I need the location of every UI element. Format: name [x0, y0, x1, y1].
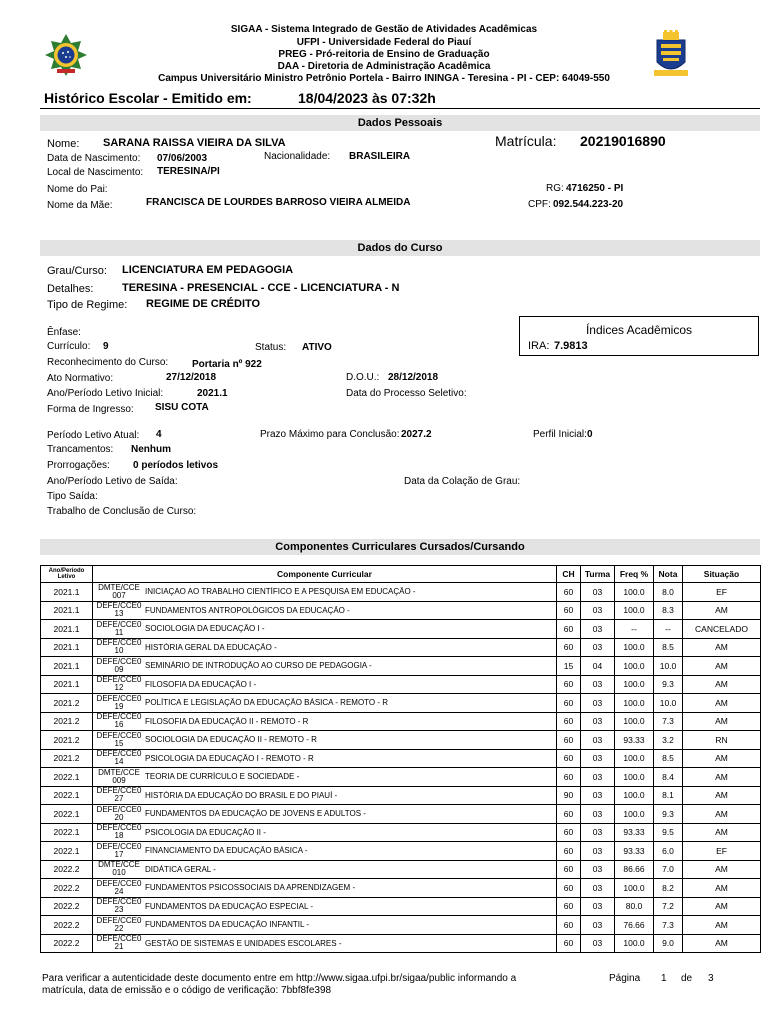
local-value: TERESINA/PI: [157, 166, 220, 177]
cell-freq: --: [615, 620, 654, 639]
cell-situacao: AM: [683, 805, 761, 824]
cell-componente: [93, 694, 557, 713]
cell-turma: 03: [581, 620, 615, 639]
cell-ch: 60: [557, 842, 581, 861]
table-row: [41, 620, 761, 639]
curriculo-value: 9: [103, 341, 109, 352]
cell-turma: 03: [581, 712, 615, 731]
pagina-label: Página: [609, 973, 641, 984]
pagina-total: 3: [708, 973, 714, 984]
component-code: DEFE/CCE0 20: [96, 805, 142, 822]
cell-nota: 9.3: [654, 805, 683, 824]
component-name: POLÍTICA E LEGISLAÇÃO DA EDUCAÇÃO BÁSICA - REMOTO - R: [145, 698, 389, 708]
detalhes-value: TERESINA - PRESENCIAL - CCE - LICENCIATURA - N: [122, 282, 400, 294]
cell-periodo: 2021.2: [41, 712, 93, 731]
cell-freq: 93.33: [615, 842, 654, 861]
cell-freq: 100.0: [615, 749, 654, 768]
cell-turma: 03: [581, 934, 615, 953]
regime-label: Tipo de Regime:: [47, 299, 128, 311]
cell-situacao: EF: [683, 583, 761, 602]
cell-situacao: AM: [683, 823, 761, 842]
component-name: PSICOLOGIA DA EDUCAÇÃO II -: [145, 827, 266, 837]
component-name: TEORIA DE CURRÍCULO E SOCIEDADE -: [145, 772, 300, 782]
cell-situacao: AM: [683, 934, 761, 953]
table-row: [41, 823, 761, 842]
component-name: FUNDAMENTOS PSICOSSOCIAIS DA APRENDIZAGEM -: [145, 883, 356, 893]
cell-ch: 60: [557, 712, 581, 731]
matricula-label: Matrícula:: [495, 133, 557, 149]
prorrogacoes-value: 0 períodos letivos: [133, 460, 219, 471]
cell-nota: 9.0: [654, 934, 683, 953]
ira-value: 7.9813: [554, 340, 588, 352]
cell-componente: [93, 786, 557, 805]
cell-componente: [93, 749, 557, 768]
cell-periodo: 2022.2: [41, 934, 93, 953]
cell-nota: 8.0: [654, 583, 683, 602]
table-row: [41, 749, 761, 768]
cell-periodo: 2021.2: [41, 694, 93, 713]
cell-freq: 100.0: [615, 638, 654, 657]
cell-ch: 60: [557, 805, 581, 824]
cell-componente: [93, 916, 557, 935]
cell-freq: 100.0: [615, 786, 654, 805]
table-header-row: [41, 566, 761, 583]
cell-freq: 76.66: [615, 916, 654, 935]
grau-label: Grau/Curso:: [47, 265, 107, 277]
cell-ch: 60: [557, 897, 581, 916]
cell-ch: 60: [557, 879, 581, 898]
cell-turma: 03: [581, 749, 615, 768]
cell-situacao: CANCELADO: [683, 620, 761, 639]
cell-ch: 60: [557, 638, 581, 657]
component-code: DEFE/CCE0 21: [96, 935, 142, 952]
component-name: FUNDAMENTOS DA EDUCAÇÃO DE JOVENS E ADULTOS -: [145, 809, 366, 819]
cell-nota: 10.0: [654, 657, 683, 676]
cell-ch: 60: [557, 768, 581, 787]
cpf-value: 092.544.223-20: [553, 199, 624, 210]
grau-value: LICENCIATURA EM PEDAGOGIA: [122, 264, 294, 276]
cell-nota: 7.2: [654, 897, 683, 916]
component-code: DEFE/CCE0 14: [96, 750, 142, 767]
cell-periodo: 2022.1: [41, 786, 93, 805]
col-componente: Componente Curricular: [93, 566, 557, 583]
component-code: DEFE/CCE0 22: [96, 916, 142, 933]
cell-componente: [93, 620, 557, 639]
nacionalidade-label: Nacionalidade:: [264, 151, 331, 162]
component-code: DEFE/CCE0 19: [96, 694, 142, 711]
cell-nota: 8.5: [654, 749, 683, 768]
cell-turma: 03: [581, 916, 615, 935]
tipo-saida-label: Tipo Saída:: [47, 491, 98, 502]
cell-nota: 9.5: [654, 823, 683, 842]
component-name: GESTÃO DE SISTEMAS E UNIDADES ESCOLARES -: [145, 938, 342, 948]
component-name: DIDÁTICA GERAL -: [145, 864, 216, 874]
cell-situacao: EF: [683, 842, 761, 861]
de-label: de: [681, 973, 693, 984]
header-daa: DAA - Diretoria de Administração Acadêmica: [277, 61, 491, 72]
cell-nota: 8.3: [654, 601, 683, 620]
cell-periodo: 2021.1: [41, 583, 93, 602]
table-row: [41, 694, 761, 713]
trancamentos-label: Trancamentos:: [47, 444, 114, 455]
ingresso-value: SISU COTA: [155, 402, 209, 413]
detalhes-label: Detalhes:: [47, 283, 94, 295]
cell-periodo: 2021.2: [41, 731, 93, 750]
cell-componente: [93, 842, 557, 861]
cell-situacao: AM: [683, 860, 761, 879]
periodo-inicial-value: 2021.1: [197, 388, 228, 399]
nome-label: Nome:: [47, 138, 80, 150]
cell-freq: 100.0: [615, 601, 654, 620]
col-periodo: Ano/Período Letivo: [41, 566, 93, 583]
cell-turma: 03: [581, 879, 615, 898]
component-name: HISTÓRIA DA EDUCAÇÃO DO BRASIL E DO PIAUÍ -: [145, 790, 338, 800]
cell-componente: [93, 657, 557, 676]
cell-freq: 100.0: [615, 657, 654, 676]
header-campus: Campus Universitário Ministro Petrônio Portela - Bairro ININGA - Teresina - PI - CEP: 64049-550: [158, 73, 610, 84]
enfase-label: Ênfase:: [47, 327, 81, 338]
reconhecimento-label: Reconhecimento do Curso:: [47, 357, 169, 368]
col-ch: CH: [557, 566, 581, 583]
cell-periodo: 2021.2: [41, 749, 93, 768]
cell-componente: [93, 897, 557, 916]
cell-ch: 60: [557, 583, 581, 602]
component-code: DMTE/CCE 009: [98, 768, 140, 785]
cell-periodo: 2022.1: [41, 768, 93, 787]
cell-freq: 100.0: [615, 675, 654, 694]
component-name: SEMINÁRIO DE INTRODUÇÃO AO CURSO DE PEDAGOGIA -: [145, 661, 372, 671]
cell-turma: 03: [581, 786, 615, 805]
cell-turma: 03: [581, 805, 615, 824]
indices-box: [519, 316, 759, 356]
cell-freq: 93.33: [615, 823, 654, 842]
component-code: DEFE/CCE0 27: [96, 787, 142, 804]
cell-periodo: 2022.2: [41, 916, 93, 935]
table-row: [41, 638, 761, 657]
cell-ch: 60: [557, 860, 581, 879]
table-row: [41, 768, 761, 787]
prazo-value: 2027.2: [401, 429, 432, 440]
status-value: ATIVO: [302, 342, 332, 353]
cell-periodo: 2021.1: [41, 638, 93, 657]
cell-turma: 03: [581, 768, 615, 787]
table-row: [41, 712, 761, 731]
cell-periodo: 2021.1: [41, 657, 93, 676]
component-code: DEFE/CCE0 15: [96, 731, 142, 748]
cell-componente: [93, 934, 557, 953]
cell-componente: [93, 879, 557, 898]
cell-periodo: 2022.2: [41, 879, 93, 898]
cell-periodo: 2022.1: [41, 842, 93, 861]
component-name: INICIAÇAO AO TRABALHO CIENTÍFICO E A PESQUISA EM EDUCAÇÃO -: [145, 587, 416, 597]
local-label: Local de Nascimento:: [47, 167, 144, 178]
cpf-label: CPF:: [528, 199, 551, 210]
rg-label: RG:: [546, 183, 564, 194]
colacao-label: Data da Colação de Grau:: [404, 476, 521, 487]
cell-situacao: AM: [683, 897, 761, 916]
cell-ch: 60: [557, 916, 581, 935]
curriculo-label: Currículo:: [47, 341, 91, 352]
section-dados-curso: Dados do Curso: [40, 240, 760, 256]
nascimento-value: 07/06/2003: [157, 153, 208, 164]
cell-turma: 04: [581, 657, 615, 676]
cell-componente: [93, 583, 557, 602]
cell-periodo: 2022.2: [41, 897, 93, 916]
component-code: DEFE/CCE0 16: [96, 713, 142, 730]
cell-nota: 7.3: [654, 916, 683, 935]
col-nota: Nota: [654, 566, 683, 583]
cell-situacao: RN: [683, 731, 761, 750]
cell-nota: 10.0: [654, 694, 683, 713]
matricula-value: 20219016890: [580, 133, 666, 149]
reconhecimento-value: Portaria nº 922: [192, 359, 262, 370]
ingresso-label: Forma de Ingresso:: [47, 404, 134, 415]
dou-value: 28/12/2018: [388, 372, 439, 383]
cell-componente: [93, 675, 557, 694]
cell-componente: [93, 823, 557, 842]
ato-label: Ato Normativo:: [47, 373, 114, 384]
tcc-label: Trabalho de Conclusão de Curso:: [47, 506, 197, 517]
cell-situacao: AM: [683, 712, 761, 731]
cell-situacao: AM: [683, 694, 761, 713]
periodo-atual-value: 4: [156, 429, 162, 440]
document-title: Histórico Escolar - Emitido em:: [44, 90, 252, 106]
cell-freq: 80.0: [615, 897, 654, 916]
cell-turma: 03: [581, 731, 615, 750]
ato-value: 27/12/2018: [166, 372, 217, 383]
cell-freq: 100.0: [615, 694, 654, 713]
component-code: DEFE/CCE0 17: [96, 842, 142, 859]
cell-nota: --: [654, 620, 683, 639]
cell-ch: 15: [557, 657, 581, 676]
periodo-inicial-label: Ano/Período Letivo Inicial:: [47, 388, 164, 399]
componentes-table: [40, 565, 761, 953]
table-row: [41, 916, 761, 935]
cell-componente: [93, 805, 557, 824]
table-row: [41, 897, 761, 916]
cell-componente: [93, 860, 557, 879]
cell-turma: 03: [581, 583, 615, 602]
cell-situacao: AM: [683, 768, 761, 787]
ira-label: IRA:: [528, 340, 550, 352]
component-code: DEFE/CCE0 13: [96, 602, 142, 619]
status-label: Status:: [255, 342, 287, 353]
section-componentes: Componentes Curriculares Cursados/Cursando: [40, 539, 760, 555]
cell-freq: 93.33: [615, 731, 654, 750]
mae-label: Nome da Mãe:: [47, 200, 113, 211]
trancamentos-value: Nenhum: [131, 444, 171, 455]
cell-ch: 60: [557, 731, 581, 750]
component-name: FUNDAMENTOS DA EDUCAÇÃO ESPECIAL -: [145, 901, 314, 911]
cell-ch: 60: [557, 934, 581, 953]
saida-label: Ano/Período Letivo de Saída:: [47, 476, 178, 487]
periodo-atual-label: Período Letivo Atual:: [47, 430, 140, 441]
component-name: SOCIOLOGIA DA EDUCAÇÃO I -: [145, 624, 265, 634]
cell-turma: 03: [581, 638, 615, 657]
table-row: [41, 934, 761, 953]
col-freq: Freq %: [615, 566, 654, 583]
cell-freq: 100.0: [615, 712, 654, 731]
component-name: FINANCIAMENTO DA EDUCAÇÃO BÁSICA -: [145, 846, 308, 856]
student-name: SARANA RAISSA VIEIRA DA SILVA: [103, 137, 286, 149]
mae-value: FRANCISCA DE LOURDES BARROSO VIEIRA ALMEIDA: [146, 197, 411, 208]
component-code: DEFE/CCE0 12: [96, 676, 142, 693]
rg-value: 4716250 - PI: [566, 183, 624, 194]
component-name: HISTÓRIA GERAL DA EDUCAÇÃO -: [145, 642, 277, 652]
col-situacao: Situação: [683, 566, 761, 583]
section-dados-pessoais: Dados Pessoais: [40, 115, 760, 131]
table-row: [41, 731, 761, 750]
cell-componente: [93, 731, 557, 750]
cell-freq: 100.0: [615, 583, 654, 602]
indices-title: Índices Acadêmicos: [585, 323, 693, 337]
table-row: [41, 786, 761, 805]
cell-turma: 03: [581, 842, 615, 861]
cell-freq: 86.66: [615, 860, 654, 879]
cell-nota: 8.4: [654, 768, 683, 787]
cell-turma: 03: [581, 694, 615, 713]
cell-situacao: AM: [683, 675, 761, 694]
cell-nota: 3.2: [654, 731, 683, 750]
table-row: [41, 657, 761, 676]
cell-situacao: AM: [683, 638, 761, 657]
cell-nota: 7.0: [654, 860, 683, 879]
cell-periodo: 2021.1: [41, 675, 93, 694]
dou-label: D.O.U.:: [346, 372, 380, 383]
component-name: FUNDAMENTOS DA EDUCAÇÃO INFANTIL -: [145, 920, 310, 930]
cell-ch: 60: [557, 620, 581, 639]
cell-situacao: AM: [683, 601, 761, 620]
cell-freq: 100.0: [615, 879, 654, 898]
cell-nota: 7.3: [654, 712, 683, 731]
cell-freq: 100.0: [615, 934, 654, 953]
cell-freq: 100.0: [615, 805, 654, 824]
table-row: [41, 860, 761, 879]
verify-line-2: matrícula, data de emissão e o código de verificação: 7bbf8fe398: [42, 985, 332, 996]
cell-situacao: AM: [683, 749, 761, 768]
component-code: DEFE/CCE0 11: [96, 620, 142, 637]
cell-situacao: AM: [683, 879, 761, 898]
cell-situacao: AM: [683, 786, 761, 805]
cell-turma: 03: [581, 860, 615, 879]
table-row: [41, 842, 761, 861]
table-body: [41, 583, 761, 953]
component-code: DEFE/CCE0 23: [96, 898, 142, 915]
cell-componente: [93, 601, 557, 620]
table-row: [41, 583, 761, 602]
ufpi-crest-icon: [654, 30, 688, 78]
cell-periodo: 2022.1: [41, 823, 93, 842]
cell-turma: 03: [581, 601, 615, 620]
component-name: FUNDAMENTOS ANTROPOLÓGICOS DA EDUCAÇÃO -: [145, 605, 350, 615]
component-code: DMTE/CCE 010: [98, 861, 140, 878]
cell-nota: 6.0: [654, 842, 683, 861]
header-preg: PREG - Pró-reitoria de Ensino de Graduação: [278, 49, 490, 60]
cell-componente: [93, 638, 557, 657]
cell-situacao: AM: [683, 916, 761, 935]
table-row: [41, 601, 761, 620]
component-code: DEFE/CCE0 18: [96, 824, 142, 841]
cell-nota: 9.3: [654, 675, 683, 694]
cell-periodo: 2022.2: [41, 860, 93, 879]
component-name: FILOSOFIA DA EDUCAÇÃO I -: [145, 679, 257, 689]
perfil-label: Perfil Inicial:: [533, 429, 587, 440]
col-turma: Turma: [581, 566, 615, 583]
component-name: PSICOLOGIA DA EDUCAÇÃO I - REMOTO - R: [145, 753, 314, 763]
cell-turma: 03: [581, 897, 615, 916]
cell-ch: 60: [557, 694, 581, 713]
cell-ch: 60: [557, 601, 581, 620]
regime-value: REGIME DE CRÉDITO: [146, 298, 261, 310]
perfil-value: 0: [587, 429, 593, 440]
cell-ch: 60: [557, 823, 581, 842]
table-row: [41, 879, 761, 898]
cell-periodo: 2021.1: [41, 620, 93, 639]
cell-nota: 8.2: [654, 879, 683, 898]
component-name: FILOSOFIA DA EDUCAÇÃO II - REMOTO - R: [145, 716, 309, 726]
table-row: [41, 675, 761, 694]
header-system-name: SIGAA - Sistema Integrado de Gestão de Atividades Acadêmicas: [230, 24, 538, 35]
cell-nota: 8.5: [654, 638, 683, 657]
component-code: DEFE/CCE0 10: [96, 639, 142, 656]
cell-periodo: 2021.1: [41, 601, 93, 620]
nacionalidade-value: BRASILEIRA: [349, 151, 411, 162]
cell-freq: 100.0: [615, 768, 654, 787]
emission-date: 18/04/2023 às 07:32h: [298, 90, 436, 106]
prazo-label: Prazo Máximo para Conclusão:: [260, 429, 400, 440]
cell-nota: 8.1: [654, 786, 683, 805]
cell-componente: [93, 768, 557, 787]
cell-situacao: AM: [683, 657, 761, 676]
component-code: DMTE/CCE 007: [98, 583, 140, 600]
component-code: DEFE/CCE0 09: [96, 657, 142, 674]
cell-componente: [93, 712, 557, 731]
verify-line-1: Para verificar a autenticidade deste documento entre em http://www.sigaa.ufpi.br/sigaa/public informando a: [42, 973, 517, 984]
pai-label: Nome do Pai:: [47, 184, 108, 195]
cell-ch: 60: [557, 749, 581, 768]
pagina-value: 1: [661, 973, 667, 984]
cell-turma: 03: [581, 823, 615, 842]
table-row: [41, 805, 761, 824]
processo-label: Data do Processo Seletivo:: [346, 388, 467, 399]
component-code: DEFE/CCE0 24: [96, 879, 142, 896]
cell-ch: 90: [557, 786, 581, 805]
header-university: UFPI - Universidade Federal do Piauí: [296, 37, 472, 48]
cell-periodo: 2022.1: [41, 805, 93, 824]
cell-turma: 03: [581, 675, 615, 694]
cell-ch: 60: [557, 675, 581, 694]
nascimento-label: Data de Nascimento:: [47, 153, 141, 164]
prorrogacoes-label: Prorrogações:: [47, 460, 110, 471]
component-name: SOCIOLOGIA DA EDUCAÇÃO II - REMOTO - R: [145, 735, 317, 745]
title-divider: [40, 108, 760, 109]
